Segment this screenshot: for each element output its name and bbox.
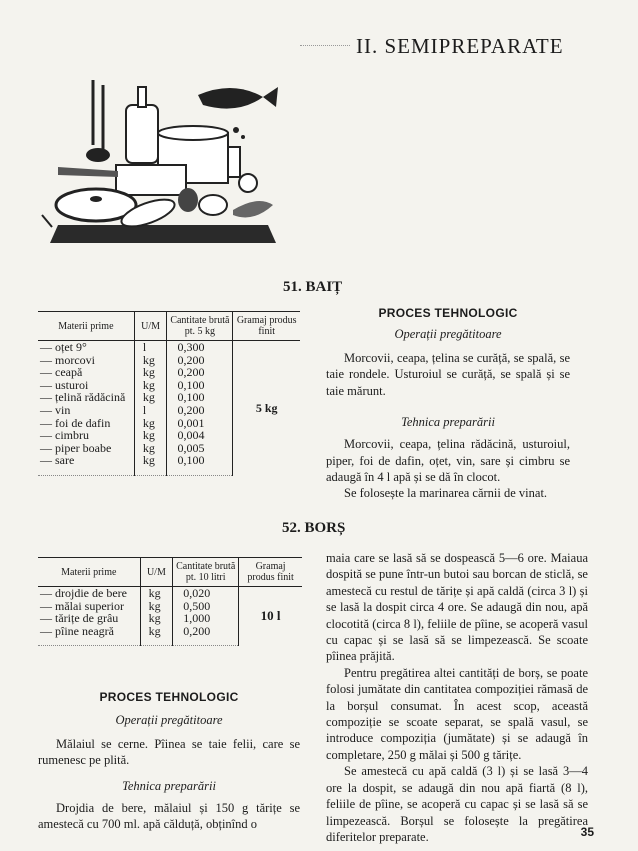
ingredient-name: — țelină rădăcină xyxy=(38,391,134,404)
ingredient-um: kg xyxy=(140,625,173,646)
header-quantity: Cantitate brută pt. 5 kg xyxy=(167,312,233,341)
ingredient-name: — tărițe de grâu xyxy=(38,612,140,625)
ingredient-name: — drojdie de bere xyxy=(38,587,140,600)
recipe-52-text-1: maia care se lasă să se dospească 5—6 ore. Maiaua dospită se pune într-un butoi sau borcan de sticlă, se amestecă cu restul de tărițe și apă caldă (circa 3 l) și se lasă la dospit circa 4 ore. Se adaugă din nou, apă clocotită (circa 8 l), feliile de pîine, se acoperă vasul cu capac și se lasă să se limpezească. Se scoate pîinea prăjită. xyxy=(326,551,588,664)
ingredient-name: — pîine neagră xyxy=(38,625,140,646)
recipe-51-ingredients-body xyxy=(38,341,300,476)
ingredient-name: — morcovi xyxy=(38,354,134,367)
ingredient-quantity: 0,200 xyxy=(173,625,239,646)
ingredient-name: — mălai superior xyxy=(38,600,140,613)
recipe-52-text-2: Pentru pregătirea altei cantități de borș, se poate folosi jumătate din cantitatea compoziției rămasă de la borșul consumat. În acest scop, această compoziție se scoate separat, se spală vasul, se introduce compoziția (jumătate) și se adaugă în completare, 250 g mălai și 500 g tărițe. xyxy=(326,665,588,762)
header-um: U/M xyxy=(134,312,167,341)
ingredient-quantity: 1,000 xyxy=(173,612,239,625)
ingredient-quantity: 0,200 xyxy=(167,366,233,379)
recipe-52-title xyxy=(282,520,345,537)
ingredient-um: kg xyxy=(134,391,167,404)
ingredient-quantity: 0,500 xyxy=(173,600,239,613)
recipe-52-tech-title: Tehnica preparării xyxy=(122,778,216,793)
recipe-51-tech-text: Morcovii, ceapa, țelina rădăcină, usturoiul, piper, foi de dafin, oțet, vin, sare și cimbru se adaugă în 4 l apă și se dă în clocot. xyxy=(326,437,570,485)
ingredient-quantity: 0,005 xyxy=(167,442,233,455)
recipe-52-text-3: Se amestecă cu apă caldă (3 l) și se lasă 3—4 ore la dospit, se adaugă din nou apă fiartă (8 l), feliile de pîine, se acoperă cu capac și se lasă să se limpezească. Borșul se folosește la pregătirea diferitelor preparate. xyxy=(326,764,588,844)
ingredient-quantity: 0,300 xyxy=(167,341,233,354)
header-materials: Materii prime xyxy=(38,558,140,587)
header-materials: Materii prime xyxy=(38,312,134,341)
header-quantity: Cantitate brută pt. 10 litri xyxy=(173,558,239,587)
ingredient-quantity: 0,100 xyxy=(167,454,233,475)
recipe-51-process xyxy=(326,306,570,502)
recipe-51-process-title: PROCES TEHNOLOGIC xyxy=(378,306,518,320)
recipe-52-process-title: PROCES TEHNOLOGIC xyxy=(99,690,239,704)
ingredient-name: — piper boabe xyxy=(38,442,134,455)
recipe-51-title xyxy=(283,279,342,296)
recipe-52-prep-text: Mălaiul se cerne. Pîinea se taie felii, care se rumenesc pe plită. xyxy=(38,737,300,768)
ingredient-um: kg xyxy=(140,587,173,600)
ingredient-name: — usturoi xyxy=(38,379,134,392)
ingredient-name: — cimbru xyxy=(38,429,134,442)
ingredient-um: kg xyxy=(134,429,167,442)
ingredient-quantity: 0,001 xyxy=(167,417,233,430)
ingredient-row xyxy=(38,587,302,600)
ingredient-quantity: 0,200 xyxy=(167,404,233,417)
kitchen-utensils-illustration xyxy=(38,75,288,260)
recipe-52-prep-title: Operații pregătitoare xyxy=(115,713,223,727)
recipe-51-ingredients-table xyxy=(38,311,300,476)
ingredient-quantity: 0,100 xyxy=(167,379,233,392)
ingredient-quantity: 0,100 xyxy=(167,391,233,404)
ingredient-um: l xyxy=(134,341,167,354)
ingredient-um: kg xyxy=(134,442,167,455)
page-number: 35 xyxy=(580,825,594,839)
header-rule xyxy=(300,45,350,46)
ingredient-um: l xyxy=(134,404,167,417)
recipe-52-ingredients-table xyxy=(38,557,302,646)
ingredient-quantity: 0,020 xyxy=(173,587,239,600)
recipe-51-prep-text: Morcovii, ceapa, țelina se curăță, se spală, se taie rondele. Usturoiul se curăță, se spală și se taie mărunt. xyxy=(326,351,570,398)
chapter-title: II. SEMIPREPARATE xyxy=(356,34,564,58)
ingredient-name: — foi de dafin xyxy=(38,417,134,430)
header-gramaj: Gramaj produs finit xyxy=(239,558,302,587)
ingredient-um: kg xyxy=(134,379,167,392)
ingredient-quantity: 0,200 xyxy=(167,354,233,367)
recipe-51-tech-title: Tehnica preparării xyxy=(401,415,495,430)
recipe-52-continuation xyxy=(326,550,588,845)
ingredient-quantity: 0,004 xyxy=(167,429,233,442)
ingredient-um: kg xyxy=(134,417,167,430)
ingredient-name: — oțet 9° xyxy=(38,341,134,354)
ingredient-um: kg xyxy=(134,354,167,367)
header-um: U/M xyxy=(140,558,173,587)
recipe-51-tech-text-2: Se folosește la marinarea cărnii de vinat. xyxy=(344,486,548,501)
recipe-51-name: BAIȚ xyxy=(305,279,343,295)
recipe-51-prep-title: Operații pregătitoare xyxy=(394,327,502,341)
ingredient-um: kg xyxy=(134,366,167,379)
recipe-52-number: 52. xyxy=(282,520,301,536)
header-gramaj: Gramaj produs finit xyxy=(233,312,300,341)
gramaj-value: 5 kg xyxy=(255,400,278,415)
ingredient-um: kg xyxy=(134,454,167,475)
ingredient-name: — vin xyxy=(38,404,134,417)
ingredient-name: — ceapă xyxy=(38,366,134,379)
ingredient-name: — sare xyxy=(38,454,134,475)
recipe-52-tech-text: Drojdia de bere, mălaiul și 150 g tărițe se amestecă cu 700 ml. apă călduță, obținînd o xyxy=(38,800,300,832)
ingredient-um: kg xyxy=(140,600,173,613)
recipe-51-number: 51. xyxy=(283,279,302,295)
recipe-52-process xyxy=(38,690,300,833)
ingredient-um: kg xyxy=(140,612,173,625)
gramaj-value: 10 l xyxy=(260,608,281,624)
recipe-52-name: BORȘ xyxy=(304,520,346,536)
recipe-52-ingredients-body xyxy=(38,587,302,646)
ingredient-row xyxy=(38,341,300,354)
